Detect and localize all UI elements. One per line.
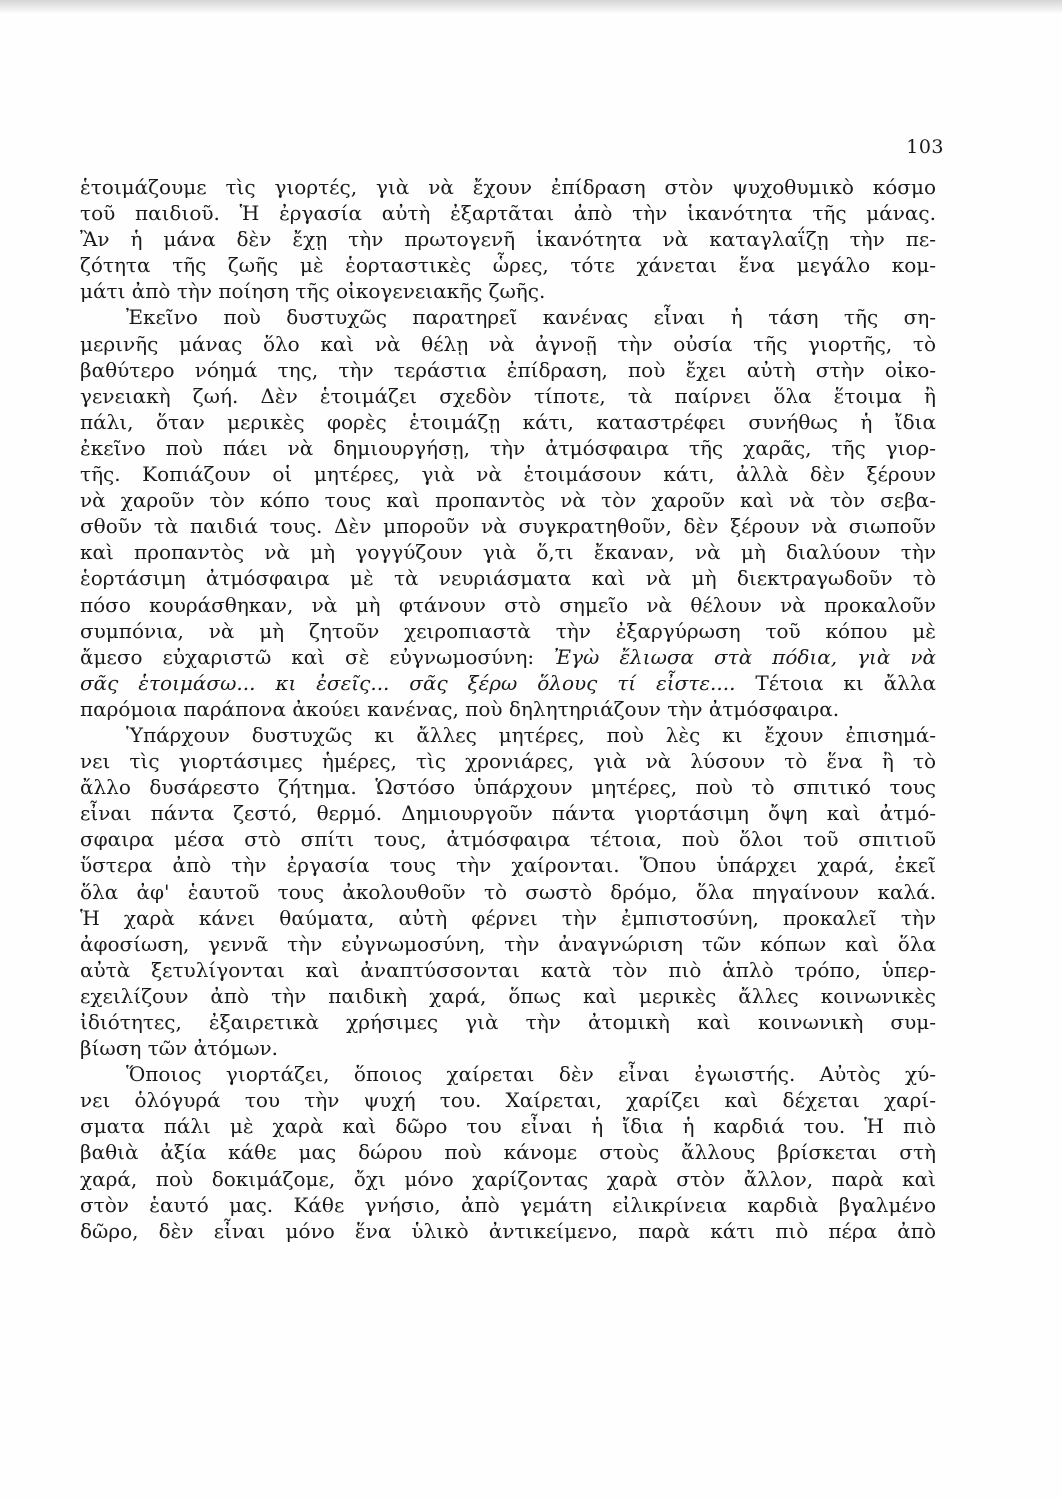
paragraph-start-line: Ὑπάρχουν δυστυχῶς κι ἄλλες μητέρες, ποὺ λὲς κι ἔχουν ἐπισημά- — [126, 722, 936, 747]
text-line: πάλι, ὅταν μερικὲς φορὲς ἑτοιμάζῃ κάτι, καταστρέφει συνήθως ἡ ἴδια — [80, 409, 936, 434]
text-line: Ἡ χαρὰ κάνει θαύματα, αὐτὴ φέρνει τὴν ἐμπιστοσύνη, προκαλεῖ τὴν — [80, 905, 936, 930]
text-line: νει ὁλόγυρά του τὴν ψυχή του. Χαίρεται, χαρίζει καὶ δέχεται χαρί- — [80, 1088, 936, 1113]
text-line: νει τὶς γιορτάσιμες ἡμέρες, τὶς χρονιάρες, γιὰ νὰ λύσουν τὸ ἕνα ἢ τὸ — [80, 749, 936, 774]
text-line: χαρά, ποὺ δοκιμάζομε, ὄχι μόνο χαρίζοντας χαρὰ στὸν ἄλλον, παρὰ καὶ — [80, 1166, 936, 1191]
text-line — [80, 644, 936, 670]
text-line: ζότητα τῆς ζωῆς μὲ ἑορταστικὲς ὧρες, τότε χάνεται ἕνα μεγάλο κομ- — [80, 253, 936, 278]
text-line: ἐκεῖνο ποὺ πάει νὰ δημιουργήσῃ, τὴν ἀτμόσφαιρα τῆς χαρᾶς, τῆς γιορ- — [80, 435, 936, 460]
text-line: νὰ χαροῦν τὸν κόπο τους καὶ προπαντὸς νὰ τὸν χαροῦν καὶ νὰ τὸν σεβα- — [80, 488, 936, 513]
italic-quote: Ἐγὼ ἔλιωσα στὰ πόδια, γιὰ νὰ — [554, 644, 936, 669]
text-line: ἰδιότητες, ἐξαιρετικὰ χρήσιμες γιὰ τὴν ἀτομικὴ καὶ κοινωνικὴ συμ- — [80, 1010, 936, 1034]
text-line: βίωση τῶν ἀτόμων. — [80, 1036, 279, 1061]
paragraph-start-line: Ὅποιος γιορτάζει, ὅποιος χαίρεται δὲν εἶναι ἐγωιστής. Αὐτὸς χύ- — [126, 1062, 936, 1087]
text-line: αὐτὰ ξετυλίγονται καὶ ἀναπτύσσονται κατὰ τὸν πιὸ ἁπλὸ τρόπο, ὑπερ- — [80, 957, 936, 982]
text-line: σματα πάλι μὲ χαρὰ καὶ δῶρο του εἶναι ἡ ἴδια ἡ καρδιά του. Ἡ πιὸ — [80, 1114, 936, 1139]
text-line: σθοῦν τὰ παιδιά τους. Δὲν μποροῦν νὰ συγκρατηθοῦν, δὲν ξέρουν νὰ σιωποῦν — [80, 514, 936, 539]
text-line: ἀφοσίωση, γεννᾶ τὴν εὐγνωμοσύνη, τὴν ἀναγνώριση τῶν κόπων καὶ ὅλα — [80, 931, 936, 956]
text-line: ἄλλο δυσάρεστο ζήτημα. Ὡστόσο ὑπάρχουν μητέρες, ποὺ τὸ σπιτικό τους — [80, 775, 936, 800]
paragraph-start-line: Ἐκεῖνο ποὺ δυστυχῶς παρατηρεῖ κανένας εἶναι ἡ τάση τῆς ση- — [126, 305, 936, 330]
text-segment: ἄμεσο εὐχαριστῶ καὶ σὲ εὐγνωμοσύνη: — [80, 644, 535, 669]
text-line: τοῦ παιδιοῦ. Ἡ ἐργασία αὐτὴ ἐξαρτᾶται ἀπὸ τὴν ἱκανότητα τῆς μάνας. — [80, 201, 936, 226]
text-line: βαθιὰ ἀξία κάθε μας δώρου ποὺ κάνομε στοὺς ἄλλους βρίσκεται στὴ — [80, 1140, 936, 1165]
text-line: σφαιρα μέσα στὸ σπίτι τους, ἀτμόσφαιρα τέτοια, ποὺ ὅλοι τοῦ σπιτιοῦ — [80, 827, 936, 852]
text-line: βαθύτερο νόημά της, τὴν τεράστια ἐπίδραση, ποὺ ἔχει αὐτὴ στὴν οἰκο- — [80, 357, 936, 382]
text-line: ὕστερα ἀπὸ τὴν ἐργασία τους τὴν χαίρονται. Ὅπου ὑπάρχει χαρά, ἐκεῖ — [80, 853, 936, 878]
text-line: μερινῆς μάνας ὅλο καὶ νὰ θέλῃ νὰ ἀγνοῇ τὴν οὐσία τῆς γιορτῆς, τὸ — [80, 331, 936, 356]
text-line: ἑορτάσιμη ἀτμόσφαιρα μὲ τὰ νευριάσματα καὶ νὰ μὴ διεκτραγωδοῦν τὸ — [80, 566, 936, 591]
text-line: μάτι ἀπὸ τὴν ποίηση τῆς οἰκογενειακῆς ζωῆς. — [80, 279, 546, 304]
text-line: εἶναι πάντα ζεστό, θερμό. Δημιουργοῦν πάντα γιορτάσιμη ὄψη καὶ ἀτμό- — [80, 801, 936, 826]
text-line: Ἂν ἡ μάνα δὲν ἔχῃ τὴν πρωτογενῆ ἱκανότητα νὰ καταγλαΐζῃ τὴν πε- — [80, 227, 936, 252]
text-line: καὶ προπαντὸς νὰ μὴ γογγύζουν γιὰ ὅ,τι ἔκαναν, νὰ μὴ διαλύουν τὴν — [80, 540, 936, 565]
text-line: συμπόνια, νὰ μὴ ζητοῦν χειροπιαστὰ τὴν ἐξαργύρωση τοῦ κόπου μὲ — [80, 618, 936, 643]
text-line: εχειλίζουν ἀπὸ τὴν παιδικὴ χαρά, ὅπως καὶ μερικὲς ἄλλες κοινωνικὲς — [80, 983, 936, 1008]
text-line: παρόμοια παράπονα ἀκούει κανένας, ποὺ δηλητηριάζουν τὴν ἀτμόσφαιρα. — [80, 696, 840, 721]
text-segment: Τέτοια κι ἄλλα — [755, 670, 937, 695]
italic-quote: σᾶς ἑτοιμάσω... κι ἐσεῖς... σᾶς ξέρω ὅλους τί εἶστε.... — [80, 670, 736, 695]
page-number: 103 — [906, 136, 944, 158]
text-line: ἑτοιμάζουμε τὶς γιορτές, γιὰ νὰ ἔχουν ἐπίδραση στὸν ψυχοθυμικὸ κόσμο — [80, 175, 936, 199]
text-line: γενειακὴ ζωή. Δὲν ἑτοιμάζει σχεδὸν τίποτε, τὰ παίρνει ὅλα ἕτοιμα ἢ — [80, 383, 936, 408]
text-line: στὸν ἑαυτό μας. Κάθε γνήσιο, ἀπὸ γεμάτη εἰλικρίνεια καρδιὰ βγαλμένο — [80, 1192, 936, 1217]
text-line — [80, 670, 936, 696]
text-line: πόσο κουράσθηκαν, νὰ μὴ φτάνουν στὸ σημεῖο νὰ θέλουν νὰ προκαλοῦν — [80, 592, 936, 617]
text-line: ὅλα ἀφ' ἑαυτοῦ τους ἀκολουθοῦν τὸ σωστὸ δρόμο, ὅλα πηγαίνουν καλά. — [80, 879, 936, 904]
text-line: τῆς. Κοπιάζουν οἱ μητέρες, γιὰ νὰ ἑτοιμάσουν κάτι, ἀλλὰ δὲν ξέρουν — [80, 462, 936, 487]
scan-edge-shadow — [0, 0, 1062, 14]
text-line: δῶρο, δὲν εἶναι μόνο ἕνα ὑλικὸ ἀντικείμενο, παρὰ κάτι πιὸ πέρα ἀπὸ — [80, 1218, 936, 1243]
body-text — [80, 174, 936, 1244]
